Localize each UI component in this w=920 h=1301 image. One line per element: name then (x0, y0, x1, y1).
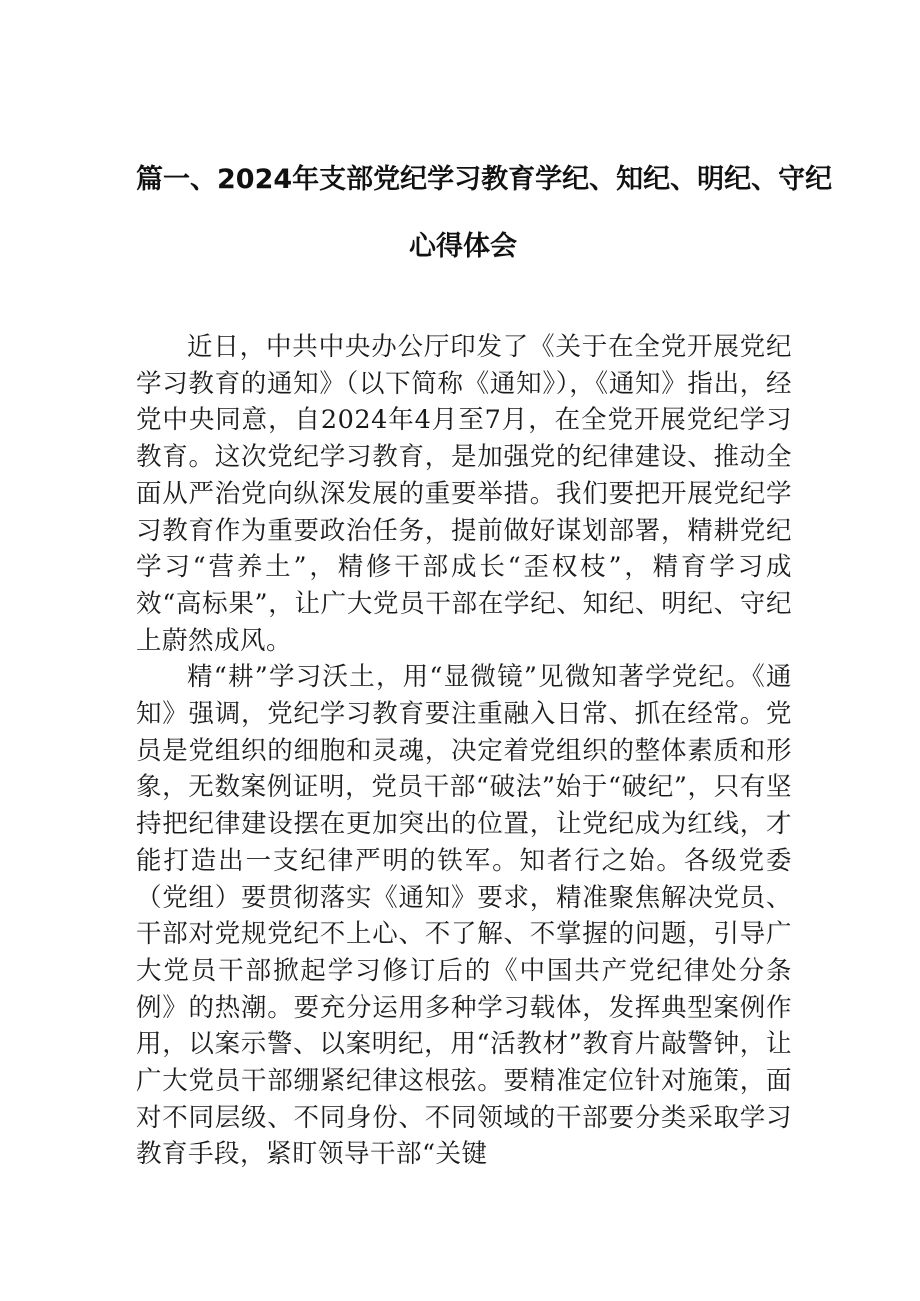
body-paragraph-2: 精“耕”学习沃土，用“显微镜”见微知著学党纪。《通知》强调，党纪学习教育要注重融入日常、抓在经常。党员是党组织的细胞和灵魂，决定着党组织的整体素质和形象，无数案例证明，党员干部“破法”始于“破纪”，只有坚持把纪律建设摆在更加突出的位置，让党纪成为红线，才能打造出一支纪律严明的铁军。知者行之始。各级党委（党组）要贯彻落实《通知》要求，精准聚焦解决党员、干部对党规党纪不上心、不了解、不掌握的问题，引导广大党员干部掀起学习修订后的《中国共产党纪律处分条例》的热潮。要充分运用多种学习载体，发挥典型案例作用，以案示警、以案明纪，用“活教材”教育片敲警钟，让广大党员干部绷紧纪律这根弦。要精准定位针对施策，面对不同层级、不同身份、不同领域的干部要分类采取学习教育手段，紧盯领导干部“关键 (136, 662, 792, 1170)
document-title-line-1: 篇一、2024年支部党纪学习教育学纪、知纪、明纪、守纪 (136, 164, 833, 195)
document-body (136, 329, 792, 1173)
body-paragraph-1: 近日，中共中央办公厅印发了《关于在全党开展党纪学习教育的通知》（以下简称《通知》），《通知》指出，经党中央同意，自2024年4月至7月，在全党开展党纪学习教育。这次党纪学习教育，是加强党的纪律建设、推动全面从严治党向纵深发展的重要举措。我们要把开展党纪学习教育作为重要政治任务，提前做好谋划部署，精耕党纪学习“营养土”，精修干部成长“歪权枝”，精育学习成效“高标果”，让广大党员干部在学纪、知纪、明纪、守纪上蔚然成风。 (136, 332, 792, 656)
document-title-line-2: 心得体会 (409, 231, 517, 262)
